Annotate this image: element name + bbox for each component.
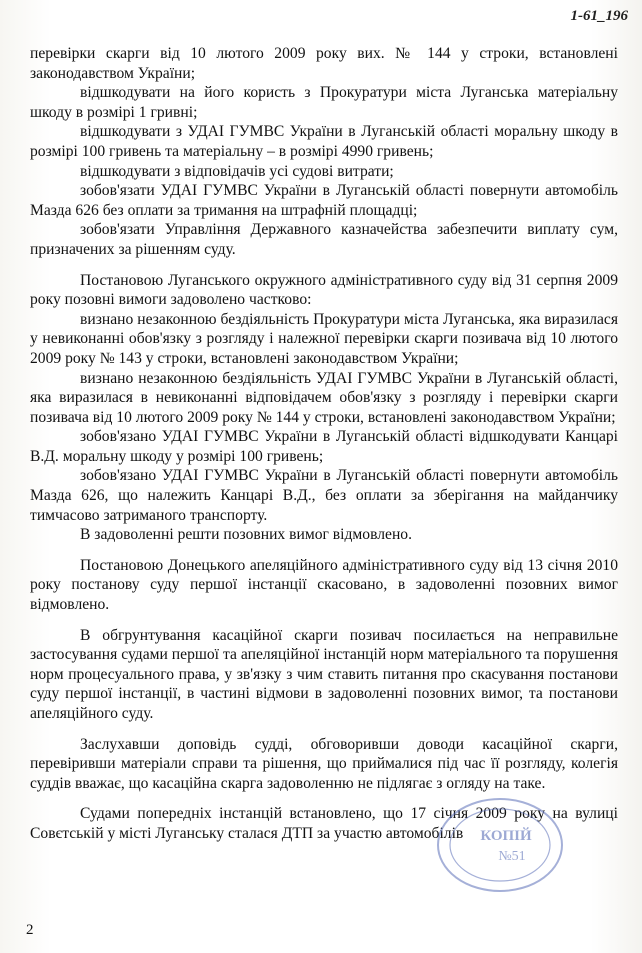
paragraph: визнано незаконною бездіяльність Прокуратури міста Луганська, яка виразилася у невиконанні обов'язку з розгляду і належної перевірки скарги позивача від 10 лютого 2009 року № 143 у строки, встановлені законодавством України; (30, 310, 618, 367)
paragraph: Судами попередніх інстанцій встановлено, що 17 січня 2009 року на вулиці Совєтській у місті Луганську сталася ДТП за участю автомобілів (30, 805, 618, 842)
paragraph: В обгрунтування касаційної скарги позивач посилається на неправильне застосування судами першої та апеляційної інстанцій норм матеріального та порушення норм процесуального права, у зв'язку з чим ставить питання про скасування постанови суду першої інстанції, в частині відмови в задоволенні позовних вимог, та постанови апеляційного суду. (30, 626, 618, 722)
paragraph: В задоволенні решти позовних вимог відмовлено. (80, 526, 412, 544)
stamp-text-number: №51 (498, 849, 526, 864)
paragraph: Постановою Донецького апеляційного адміністративного суду від 13 січня 2010 року постанову суду першої інстанції скасовано, в задоволенні позовних вимог відмовлено. (30, 556, 618, 614)
paragraph: зобов'язати Управління Державного казначейства забезпечити виплату сум, призначених за рішенням суду. (30, 221, 618, 258)
stamp-text-top: КОПІЙ (480, 828, 532, 844)
paragraph: визнано незаконною бездіяльність УДАІ ГУМВС України в Луганській області, яка виразилася в невиконанні відповідачем обов'язку з розгляду і перевірки скарги позивача від 10 лютого 2009 року № 144 у строки, встановлені законодавством України; (30, 369, 618, 426)
paragraph: зобов'язано УДАІ ГУМВС України в Луганській області відшкодувати Канцарі В.Д. моральну шкоду у розмірі 100 гривень; (30, 428, 618, 465)
paragraph: перевірки скарги від 10 лютого 2009 року вих. № 144 у строки, встановлені законодавством України; (30, 45, 618, 82)
paragraph: відшкодувати з УДАІ ГУМВС України в Луганській області моральну шкоду в розмірі 100 гривень та матеріальну – в розмірі 4990 гривень; (30, 123, 618, 160)
paragraph: відшкодувати з відповідачів усі судові витрати; (80, 162, 394, 180)
paragraph: Заслухавши доповідь судді, обговоривши доводи касаційної скарги, перевіривши матеріали справи та рішення, що приймалися під час її розгляду, колегія суддів вважає, що касаційна скарга задоволенню не підлягає з огляду на таке. (30, 735, 618, 792)
document-body (30, 44, 618, 844)
paragraph: Постановою Луганського окружного адміністративного суду від 31 серпня 2009 року позовні вимоги задоволено частково: (30, 271, 618, 309)
paragraph: зобов'язано УДАІ ГУМВС України в Луганській області повернути автомобіль Мазда 626, що належить Канцарі В.Д., без оплати за зберігання на майданчику тимчасово затриманого транспорту. (30, 467, 618, 524)
paragraph: зобов'язати УДАІ ГУМВС України в Луганській області повернути автомобіль Мазда 626 без оплати за тримання на штрафній площадці; (30, 182, 618, 219)
page-number: 2 (26, 922, 34, 938)
document-reference-number: 1-61_196 (570, 8, 628, 24)
paragraph: відшкодувати на його користь з Прокуратури міста Луганська матеріальну шкоду в розмірі 1 гривні; (30, 84, 618, 121)
